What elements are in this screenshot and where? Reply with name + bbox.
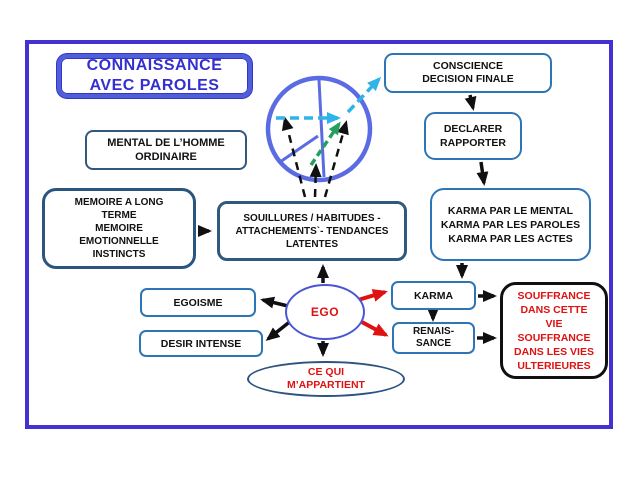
box-line: KARMA [413, 289, 454, 302]
box-karma-par-mental-paroles-actes [430, 188, 591, 261]
title-connaissance-avec-paroles [57, 54, 252, 98]
box-line: DECLARER [443, 123, 503, 135]
box-line: DESIR INTENSE [160, 337, 242, 350]
ellipse-ce-qui-m-appartient [247, 361, 405, 397]
box-line: ULTERIEURES [517, 359, 591, 372]
box-line: TERME [101, 210, 137, 221]
box-line: MENTAL DE L’HOMME [107, 137, 225, 149]
box-line: SOUILLURES / HABITUDES - [243, 212, 381, 224]
box-karma [391, 281, 476, 310]
box-souffrance [500, 282, 608, 379]
box-desir-intense [139, 330, 263, 357]
ellipse-ego [285, 284, 365, 340]
box-mental-homme-ordinaire [85, 130, 247, 170]
title-line: CONNAISSANCE [86, 57, 223, 74]
box-line: ATTACHEMENTS`- TENDANCES [235, 225, 389, 237]
box-souillures-habitudes [217, 201, 407, 261]
box-line: MEMOIRE [95, 223, 143, 234]
box-line: KARMA PAR LES PAROLES [440, 218, 581, 231]
box-line: KARMA PAR LES ACTES [448, 232, 573, 245]
title-line: AVEC PAROLES [89, 77, 220, 94]
box-renaissance [392, 322, 475, 354]
box-line: ORDINAIRE [135, 151, 197, 163]
box-line: KARMA PAR LE MENTAL [447, 204, 574, 217]
box-line: DECISION FINALE [422, 73, 514, 85]
box-line: EGO [310, 305, 340, 319]
box-line: EGOISME [173, 296, 223, 309]
box-line: CE QUI [307, 366, 345, 378]
box-line: VIE [545, 317, 563, 330]
box-line: DANS LES VIES [514, 345, 594, 358]
box-egoisme [140, 288, 256, 317]
box-line: EMOTIONNELLE [79, 236, 159, 247]
box-line: SOUFFRANCE [517, 331, 591, 344]
box-line: SOUFFRANCE [517, 289, 591, 302]
box-line: SANCE [415, 338, 451, 349]
box-line: CONSCIENCE [432, 60, 503, 72]
box-line: LATENTES [285, 238, 339, 250]
box-line: M’APPARTIENT [287, 379, 365, 391]
box-declarer-rapporter [424, 112, 522, 160]
box-line: INSTINCTS [92, 249, 146, 260]
box-line: RENAIS- [412, 326, 455, 337]
box-conscience-decision-finale [384, 53, 552, 93]
box-line: RAPPORTER [440, 137, 506, 149]
box-line: MEMOIRE A LONG [74, 197, 164, 208]
box-memoire-long-terme [42, 188, 196, 269]
box-line: DANS CETTE [520, 303, 588, 316]
